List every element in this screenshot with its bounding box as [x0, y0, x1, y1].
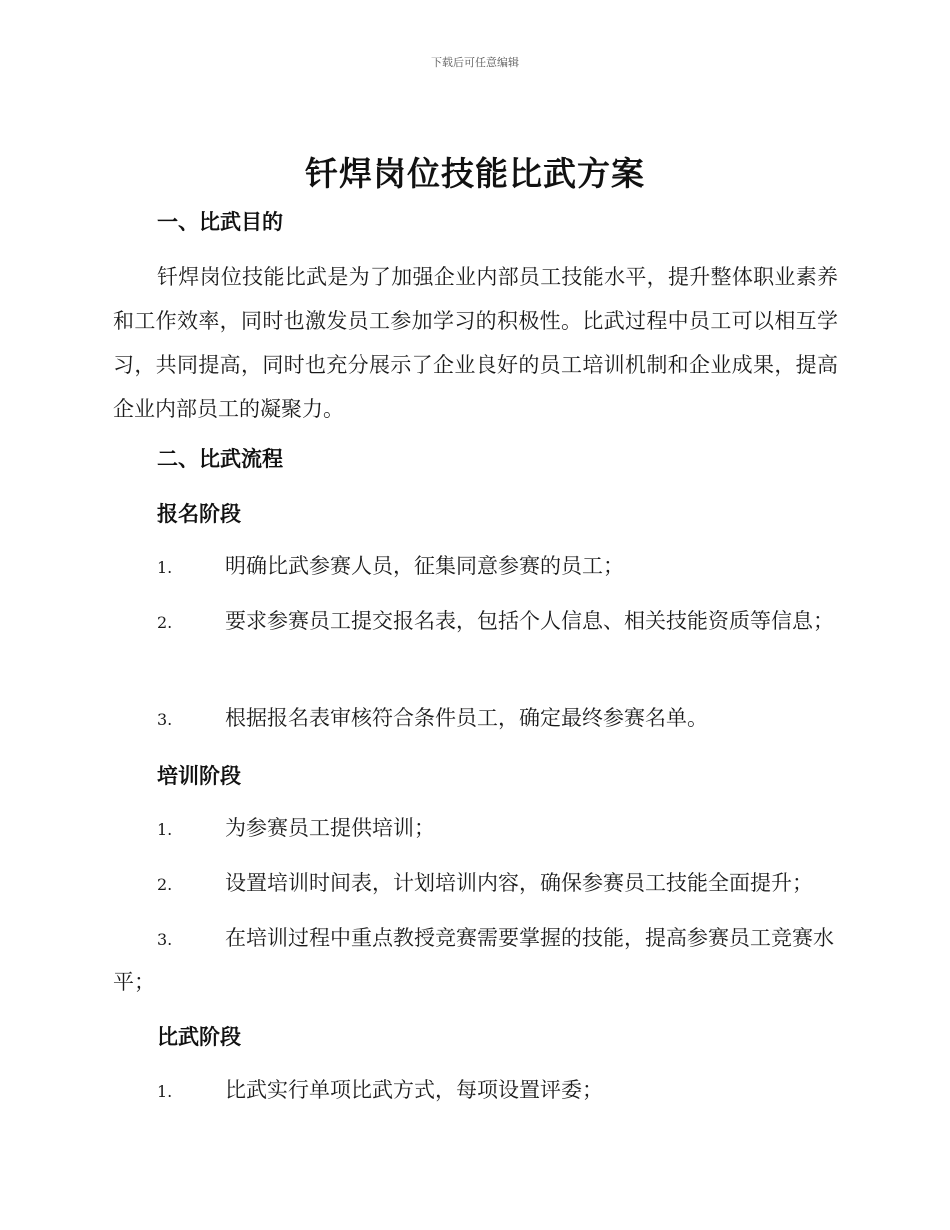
- list-item: [113, 807, 838, 851]
- list-item-text: 在培训过程中重点教授竞赛需要掌握的技能，提高参赛员工竞赛水平；: [113, 926, 834, 994]
- list-item-text: 比武实行单项比武方式，每项设置评委；: [225, 1078, 603, 1102]
- purpose-paragraph: 钎焊岗位技能比武是为了加强企业内部员工技能水平，提升整体职业素养和工作效率，同时也激发员工参加学习的积极性。比武过程中员工可以相互学习，共同提高，同时也充分展示了企业良好的员工培训机制和企业成果，提高企业内部员工的凝聚力。: [113, 265, 838, 421]
- stage-heading-training: 培训阶段: [157, 764, 241, 788]
- list-item: [113, 600, 838, 644]
- list-item-number: 3.: [157, 930, 173, 949]
- list-item-text: 明确比武参赛人员，征集同意参赛的员工；: [225, 554, 624, 578]
- list-item-number: 1.: [157, 820, 173, 839]
- list-item: [113, 917, 838, 1003]
- list-item-text: 根据报名表审核符合条件员工，确定最终参赛名单。: [225, 706, 708, 730]
- list-item-number: 2.: [157, 613, 173, 632]
- section-heading-purpose: 一、比武目的: [157, 210, 283, 234]
- section-heading-process: 二、比武流程: [157, 447, 283, 471]
- list-item-text: 要求参赛员工提交报名表，包括个人信息、相关技能资质等信息；: [225, 609, 834, 633]
- list-item: [113, 862, 838, 906]
- stage-heading-competition: 比武阶段: [157, 1025, 241, 1049]
- list-item: [113, 545, 838, 589]
- document-title: 钎焊岗位技能比武方案: [305, 154, 645, 193]
- stage-heading-registration: 报名阶段: [157, 502, 241, 526]
- list-item-number: 1.: [157, 558, 173, 577]
- header-note: 下载后可任意编辑: [431, 56, 519, 69]
- list-item: [113, 697, 838, 741]
- list-item-text: 为参赛员工提供培训；: [225, 816, 435, 840]
- list-item-number: 1.: [157, 1082, 173, 1101]
- list-item: [113, 1069, 838, 1113]
- list-item-number: 3.: [157, 710, 173, 729]
- list-item-number: 2.: [157, 875, 173, 894]
- list-item-text: 设置培训时间表，计划培训内容，确保参赛员工技能全面提升；: [225, 871, 813, 895]
